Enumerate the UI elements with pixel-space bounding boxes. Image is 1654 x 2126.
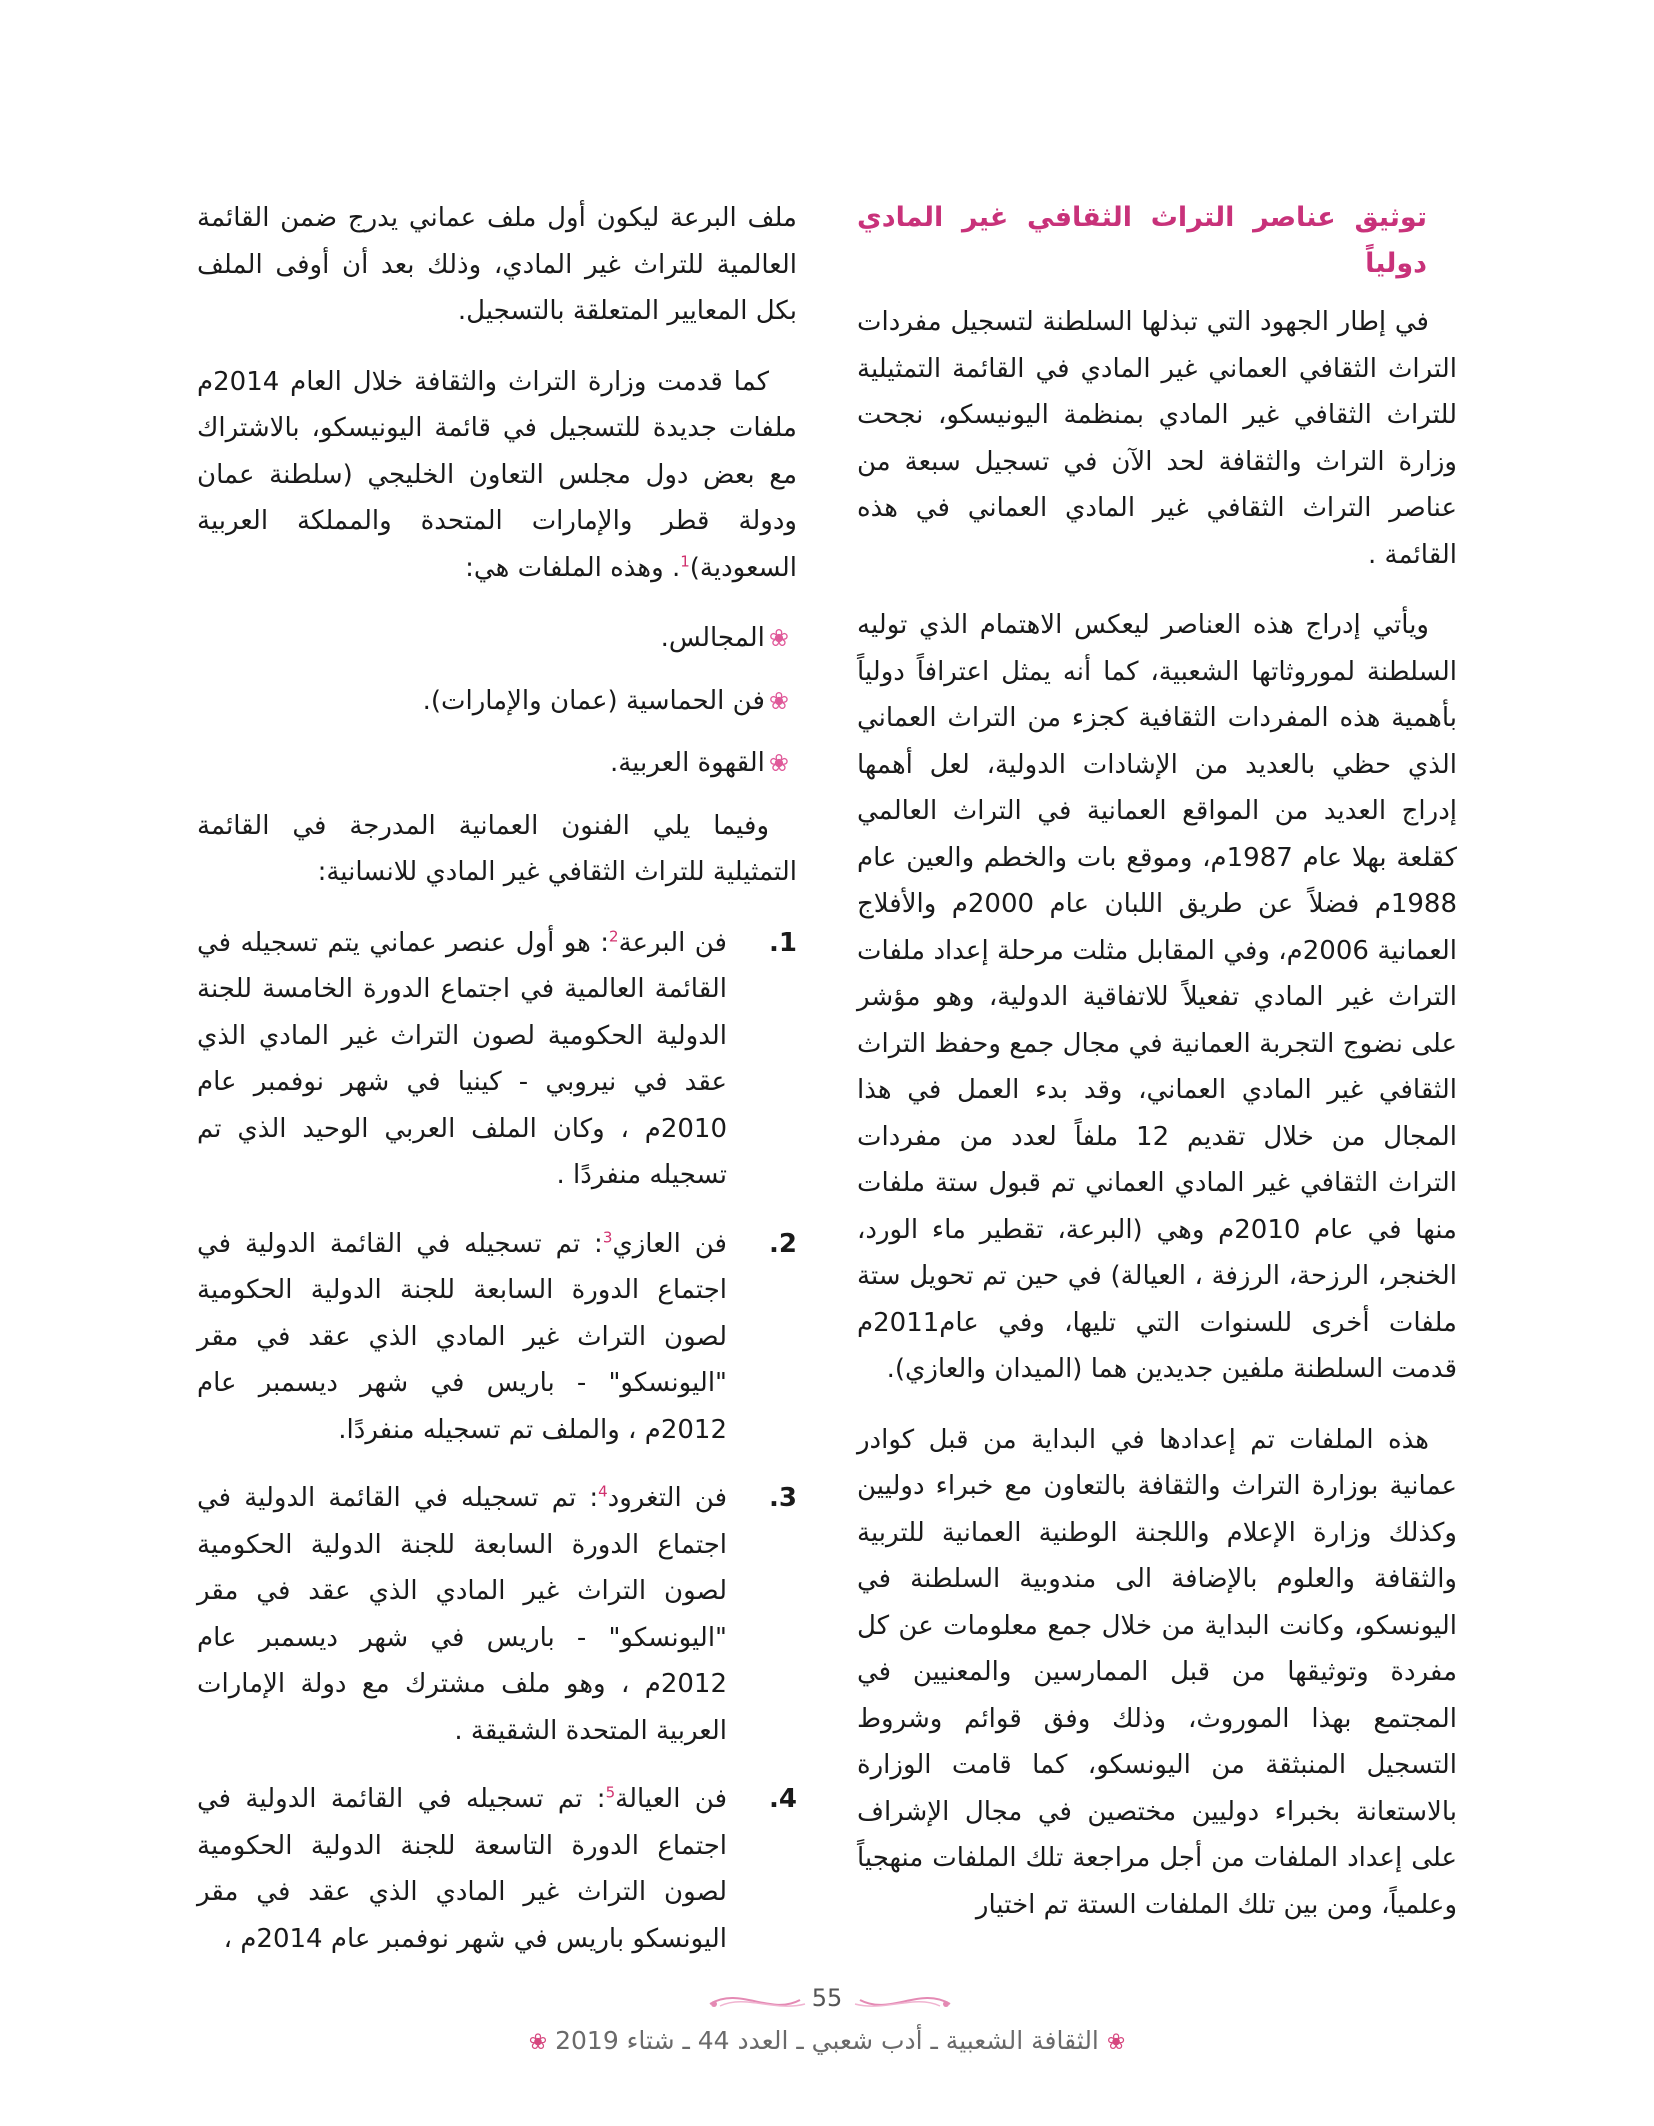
list-number: 1. <box>769 927 797 958</box>
list-number: 4. <box>769 1784 797 1814</box>
paragraph: هذه الملفات تم إعدادها في البداية من قبل كوادر عمانية بوزارة التراث والثقافة بالتعاون مع خبراء دوليين وكذلك وزارة الإعلام واللجنة الوطنية العمانية للتربية والثقافة والعلوم بالإضافة الى مندوبية السلطنة في اليونسكو، وكانت البداية من خلال جمع معلومات عن كل مفردة وتوثيقها من قبل الممارسين والمعنيين في المجتمع بهذا الموروث، وذلك وفق قوائم وشروط التسجيل المنبثقة من اليونسكو، كما قامت الوزارة بالاستعانة بخبراء دوليين مختصين في مجال الإشراف على إعداد الملفات من أجل مراجعة تلك الملفات منهجياً وعلمياً، ومن بين تلك الملفات الستة تم اختيار <box>857 1424 1457 1920</box>
flower-bullet-icon: ❀ <box>768 624 789 652</box>
flower-bullet-icon: ❀ <box>768 686 789 715</box>
publication-line: الثقافة الشعبية ـ أدب شعبي ـ العدد 44 ـ شتاء 2019 <box>555 2026 1099 2055</box>
flower-icon: ❀ <box>528 2030 548 2055</box>
list-term: فن العازي <box>612 1228 727 1259</box>
flower-icon: ❀ <box>1106 2030 1126 2055</box>
bullet-text: فن الحماسية (عمان والإمارات). <box>422 685 765 716</box>
paragraph: ويأتي إدراج هذه العناصر ليعكس الاهتمام الذي توليه السلطنة لموروثاتها الشعبية، كما أنه يمثل اعترافاً دولياً بأهمية هذه المفردات الثقافية كجزء من التراث العماني الذي حظي بالعديد من الإشادات الدولية، لعل أهمها إدراج العديد من المواقع العمانية في التراث العالمي كقلعة بهلا عام 1987م، وموقع بات والخطم والعين عام 1988م فضلاً عن طريق اللبان عام 2000م والأفلاج العمانية 2006م، وفي المقابل مثلت مرحلة إعداد ملفات التراث غير المادي تفعيلاً للاتفاقية الدولية، وهو مؤشر على نضوج التجربة العمانية في مجال جمع وحفظ التراث الثقافي غير المادي العماني، وقد بدء العمل في هذا المجال من خلال تقديم 12 ملفاً لعدد من مفردات التراث الثقافي غير المادي العماني تم قبول ستة ملفات منها في عام 2010م وهي (البرعة، تقطير ماء الورد، الخنجر، الرزحة، الرزفة ، العيالة) في حين تم تحويل ستة ملفات أخرى للسنوات التي تليها، وفي عام2011م قدمت السلطنة ملفين جديدين هما (الميدان والعازي). <box>857 610 1458 1384</box>
paragraph-text: . وهذه الملفات هي: <box>465 552 681 583</box>
list-item <box>197 1221 797 1454</box>
paragraph <box>197 359 797 592</box>
footnote-marker[interactable]: 3 <box>602 1227 613 1246</box>
flower-bullet-icon: ❀ <box>768 749 789 777</box>
section-title: توثيق عناصر التراث الثقافي غير المادي دولياً <box>857 202 1427 279</box>
bullet-item <box>197 615 797 662</box>
list-number: 2. <box>769 1228 797 1259</box>
footnote-marker[interactable]: 2 <box>609 926 619 945</box>
list-text: : تم تسجيله في القائمة الدولية في اجتماع الدورة التاسعة للجنة الدولية الحكومية لصون التراث غير المادي الذي عقد في مقر اليونسكو باريس في شهر نوفمبر عام 2014م ، <box>197 1784 727 1954</box>
footnote-marker[interactable]: 5 <box>605 1783 616 1802</box>
publication-footer <box>0 2026 1654 2055</box>
page-number: 55 <box>811 1984 843 2012</box>
footnote-marker[interactable]: 1 <box>680 551 690 570</box>
bullet-text: المجالس. <box>660 623 765 653</box>
right-column <box>857 195 1457 1952</box>
paragraph-text: كما قدمت وزارة التراث والثقافة خلال العام 2014م ملفات جديدة للتسجيل في قائمة اليونيسكو، بالاشتراك مع بعض دول مجلس التعاون الخليجي (سلطنة عمان ودولة قطر والإمارات المتحدة والمملكة العربية السعودية) <box>197 366 797 583</box>
bullet-item <box>197 678 797 725</box>
bullet-item <box>197 740 797 787</box>
list-text: : تم تسجيله في القائمة الدولية في اجتماع الدورة السابعة للجنة الدولية الحكومية لصون التراث غير المادي الذي عقد في مقر "اليونسكو" - باريس في شهر ديسمبر عام 2012م ، وهو ملف مشترك مع دولة الإمارات العربية المتحدة الشقيقة . <box>197 1483 727 1746</box>
footnote-marker[interactable]: 4 <box>598 1482 608 1501</box>
list-term: فن العيالة <box>615 1784 727 1814</box>
left-column <box>197 195 797 1984</box>
paragraph: ملف البرعة ليكون أول ملف عماني يدرج ضمن القائمة العالمية للتراث غير المادي، وذلك بعد أن أوفى الملف بكل المعايير المتعلقة بالتسجيل. <box>197 203 797 326</box>
list-item <box>197 1776 797 1962</box>
bullet-text: القهوة العربية. <box>609 748 765 778</box>
list-intro: وفيما يلي الفنون العمانية المدرجة في القائمة التمثيلية للتراث الثقافي غير المادي للانسانية: <box>197 810 797 887</box>
list-item <box>197 920 797 1199</box>
list-item <box>197 1475 797 1754</box>
list-number: 3. <box>769 1483 797 1513</box>
list-term: فن البرعة <box>618 927 727 958</box>
list-term: فن التغرود <box>607 1483 727 1513</box>
list-text: : تم تسجيله في القائمة الدولية في اجتماع الدورة السابعة للجنة الدولية الحكومية لصون التراث غير المادي الذي عقد في مقر "اليونسكو" - باريس في شهر ديسمبر عام 2012م ، والملف تم تسجيله منفردًا. <box>197 1228 727 1445</box>
paragraph: في إطار الجهود التي تبذلها السلطنة لتسجيل مفردات التراث الثقافي العماني غير المادي في القائمة التمثيلية للتراث الثقافي غير المادي بمنظمة اليونيسكو، نجحت وزارة التراث والثقافة لحد الآن في تسجيل سبعة من عناصر التراث الثقافي غير المادي العماني في هذه القائمة . <box>857 307 1457 570</box>
list-text: : هو أول عنصر عماني يتم تسجيله في القائمة العالمية في اجتماع الدورة الخامسة للجنة الدولية الحكومية لصون التراث غير المادي الذي عقد في نيروبي - كينيا في شهر نوفمبر عام 2010م ، وكان الملف العربي الوحيد الذي تم تسجيله منفردًا . <box>197 927 727 1190</box>
